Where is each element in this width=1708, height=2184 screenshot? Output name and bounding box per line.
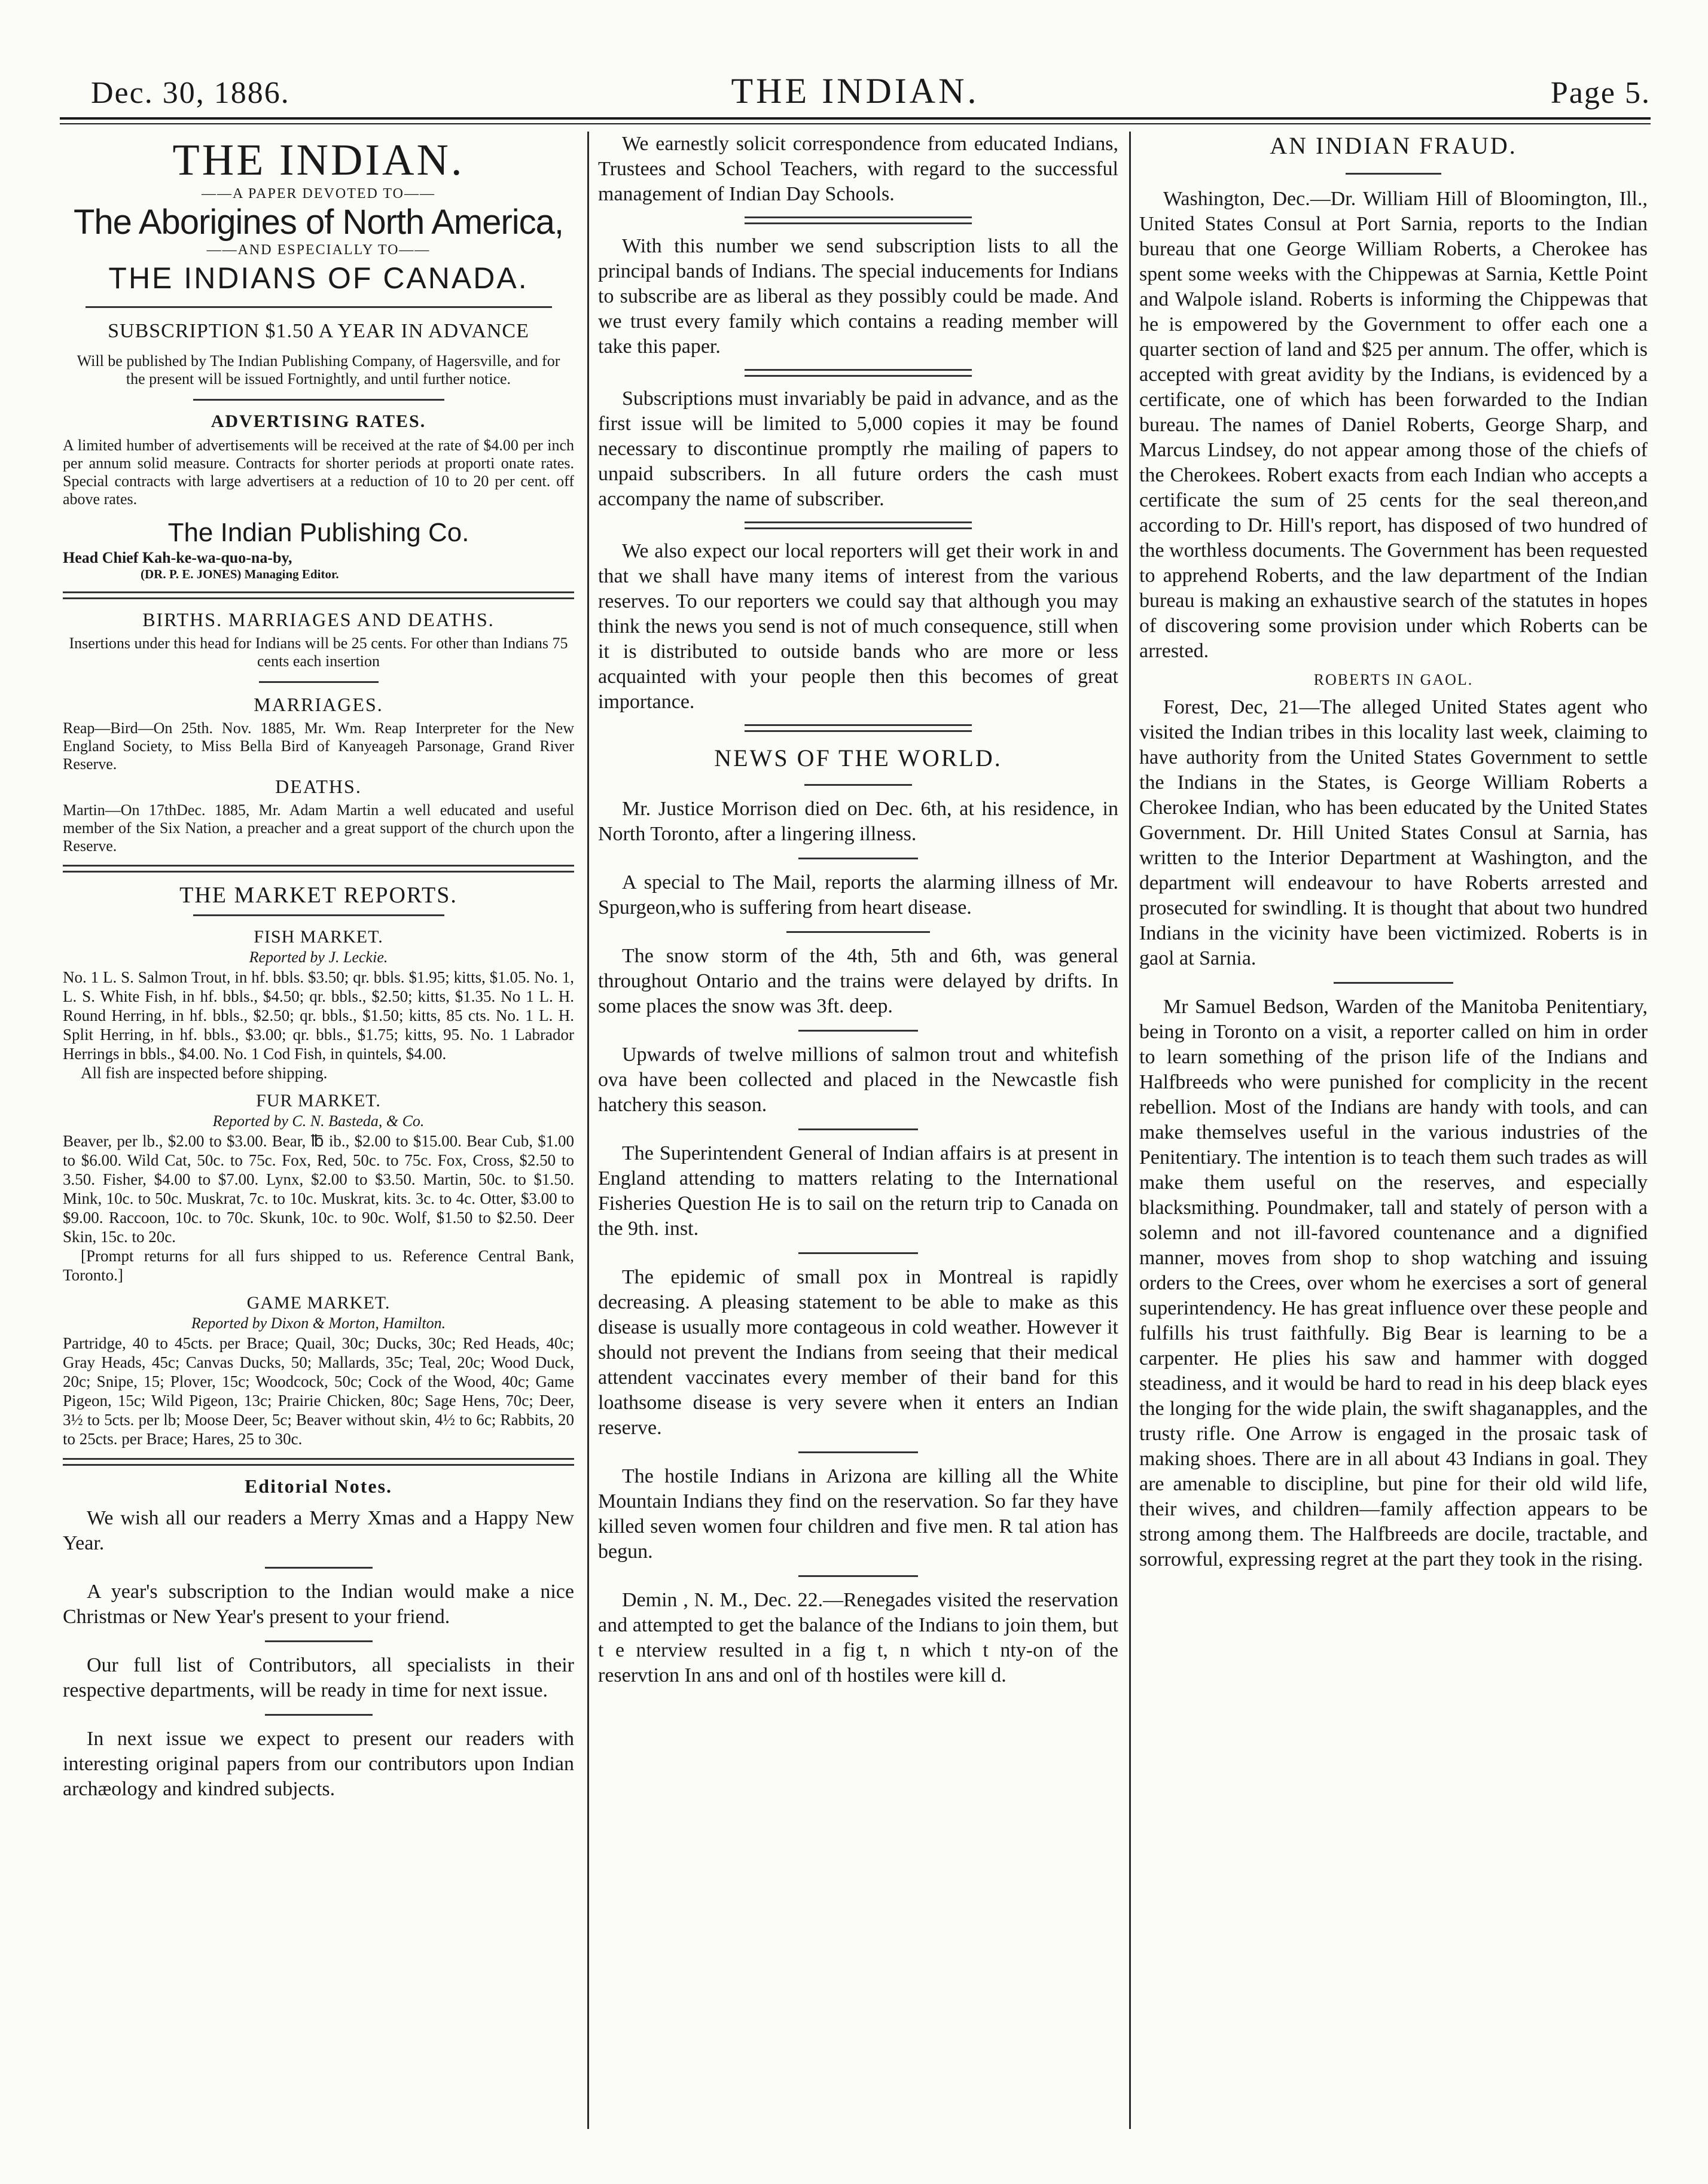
column-middle [598, 132, 1118, 1688]
divider [259, 681, 379, 683]
divider [265, 1714, 373, 1716]
publish-note: Will be published by The Indian Publishing Company, of Hagersville, and for the present will be issued Fortnightly, and until further notice. [77, 352, 560, 388]
bmd-text: Insertions under this head for Indians will be 25 cents. For other than Indians 75 cents each insertion [69, 635, 568, 670]
fish-note: All fish are inspected before shipping. [81, 1064, 328, 1082]
column-left [63, 132, 574, 1802]
double-divider [63, 865, 574, 873]
divider [798, 1030, 918, 1032]
news-item-3: The snow storm of the 4th, 5th and 6th, was general throughout Ontario and the trains were delayed by drifts. In some places the snow was 3ft. deep. [598, 945, 1118, 1017]
double-divider [63, 591, 574, 599]
game-market-heading: GAME MARKET. [246, 1293, 391, 1313]
divider [86, 306, 552, 308]
column-rule-2 [1129, 132, 1131, 2129]
indians-canada-heading: THE INDIANS OF CANADA. [108, 261, 529, 295]
game-prices: Partridge, 40 to 45cts. per Brace; Quail, 30c; Ducks, 30c; Red Heads, 40c; Gray Heads, 45c; Canvas Ducks, 50; Mallards, 35c; Teal, 20c; Wood Duck, 20c; Snipe, 15; Plover, 15c; Woodcock, 50c; Cock of the Wood, 40c; Game Pigeon, 15c; Wild Pigeon, 13c; Prairie Chicken, 80c; Sage Hens, 70c; Deer, 3½ to 5cts. per lb; Moose Deer, 5c; Beaver without skin, 4½ to 6c; Rabbits, 20 to 25cts. per Brace; Hares, 25 to 30c. [63, 1334, 574, 1448]
header-rule-thin [60, 123, 1651, 124]
divider [798, 1252, 918, 1254]
news-item-2: A special to The Mail, reports the alarming illness of Mr. Spurgeon,who is suffering from heart disease. [598, 871, 1118, 919]
divider [798, 1575, 918, 1577]
divider [786, 931, 930, 933]
column-right [1139, 132, 1648, 1572]
editorial-note-4: In next issue we expect to present our readers with interesting original papers from our contributors upon Indian archæology and kindred subjects. [63, 1728, 574, 1800]
marriages-heading: MARRIAGES. [254, 694, 383, 715]
fur-reporter: Reported by C. N. Basteda, & Co. [212, 1112, 425, 1130]
paragraph-subscriptions: Subscriptions must invariably be paid in advance, and as the first issue will be limited to 5,000 copies it may be found necessary to discontinue promptly rhe mailing of papers to unpaid subscribers. In all future orders the cash must accompany the name of subscriber. [598, 388, 1118, 510]
marriage-notice: Reap—Bird—On 25th. Nov. 1885, Mr. Wm. Reap Interpreter for the New England Society, to Miss Bella Bird of Kanyeageh Parsonage, Grand River Reserve. [63, 719, 574, 773]
issue-date: Dec. 30, 1886. [91, 76, 290, 110]
paragraph-correspondence: We earnestly solicit correspondence from educated Indians, Trustees and School Teachers, with regard to the successful management of Indian Day Schools. [598, 133, 1118, 205]
news-item-1: Mr. Justice Morrison died on Dec. 6th, at his residence, in North Toronto, after a lingering illness. [598, 798, 1118, 845]
aborigines-heading: The Aborigines of North America, [73, 203, 564, 242]
editorial-note-3: Our full list of Contributors, all specialists in their respective departments, will be ready in time for next issue. [63, 1654, 574, 1701]
editor-line: Head Chief Kah-ke-wa-quo-na-by, [63, 549, 292, 566]
fur-market-heading: FUR MARKET. [256, 1091, 381, 1111]
paper-title: THE INDIAN. [172, 136, 465, 185]
divider [798, 1451, 918, 1453]
paragraph-reporters: We also expect our local reporters will get their work in and that we shall have many items of interest from the various reserves. To our reporters we could say that although you may think the news you send is not of much consequence, still when it is distributed to outside bands who are more or less acquainted with your people then this becomes of great importance. [598, 540, 1118, 713]
divider [804, 784, 912, 786]
news-item-5: The Superintendent General of Indian affairs is at present in England attending to matters relating to the International Fisheries Question He is to sail on the return trip to Canada on the 9th. inst. [598, 1142, 1118, 1240]
news-item-4: Upwards of twelve millions of salmon trout and whitefish ova have been collected and placed in the Newcastle fish hatchery this season. [598, 1044, 1118, 1116]
paragraph-subscription-lists: With this number we send subscription lists to all the principal bands of Indians. The special inducements for Indians to subscribe are as liberal as they possibly could be made. And we trust every family which contains a reading member will take this paper. [598, 235, 1118, 358]
column-rule-1 [587, 132, 589, 2129]
divider [798, 1128, 918, 1130]
market-reports-heading: THE MARKET REPORTS. [179, 883, 458, 908]
divider [1346, 173, 1441, 175]
page-number: Page 5. [1550, 76, 1651, 110]
header-rule [60, 117, 1651, 120]
fraud-heading: AN INDIAN FRAUD. [1270, 132, 1517, 159]
devoted-line: ——A PAPER DEVOTED TO—— [202, 186, 435, 202]
divider [193, 914, 444, 916]
penitentiary-article: Mr Samuel Bedson, Warden of the Manitoba Penitentiary, being in Toronto on a visit, a reporter called on him in order to learn something of the prison life of the Indians and Halfbreeds who were punished for complicity in the recent rebellion. Most of the Indians are handy with tools, and can make themselves useful in the various industries of the Penitentiary. The intention is to teach them such trades as will make them useful on the reserves, and especially blacksmithing. Poundmaker, tall and stately of person with a solemn and not ill-favored countenance and a dignified manner, moves from shop to shop watching and issuing orders to the Crees, over whom he exercises a sort of general superintendency. He has great influence over these people and fulfills his trust faithfully. Big Bear is learning to be a carpenter. He plies his saw and hammer with dogged steadiness, and it would be hard to read in his deep black eyes the longing for the wide plain, the swift shaganapples, and the trusty rifle. One Arrow is engaged in the prosaic task of making shoes. There are in all about 43 Indians in goal. They are amenable to discipline, but pine for their old wild life, their wives, and children—family affection appears to be strong among them. The Halfbreeds are docile, tractable, and sorrowful, expressing regret at the part they took in the rising. [1139, 996, 1648, 1570]
gaol-article: Forest, Dec, 21—The alleged United States agent who visited the Indian tribes in this locality last week, claiming to have authority from the United States Government to settle the Indians in the States, is George William Roberts a Cherokee Indian, who has been educated by the United States Government. Dr. Hill United States Consul at Sarnia, has written to the Interior Department at Washington, and the department will endeavour to have Roberts arrested and prosecuted for swindling. It is thought that about two hundred Indians in the vicinity have been victimized. Roberts is in gaol at Sarnia. [1139, 696, 1648, 969]
editorial-notes-heading: Editorial Notes. [244, 1475, 393, 1497]
especially-line: ——AND ESPECIALLY TO—— [206, 242, 431, 258]
page-header [60, 71, 1651, 118]
divider [798, 858, 918, 859]
bmd-heading: BIRTHS. MARRIAGES AND DEATHS. [142, 609, 495, 630]
divider [1334, 982, 1453, 984]
fur-prices: Beaver, per lb., $2.00 to $3.00. Bear, ℔ ib., $2.00 to $15.00. Bear Cub, $1.00 to $6.00. Wild Cat, 50c. to 75c. Fox, Red, 50c. to 75c. Fox, Cross, $2.50 to 3.50. Fisher, $4.00 to $7.00. Lynx, $2.00 to $3.50. Martin, 50c. to $1.50. Mink, 10c. to 50c. Muskrat, 7c. to 10c. Muskrat, kits. 3c. to 4c. Otter, $3.00 to $9.00. Raccoon, 10c. to 70c. Skunk, 10c. to 90c. Wolf, $1.50 to $2.50. Deer Skin, 15c. to 20c. [63, 1132, 574, 1246]
subscription-line: SUBSCRIPTION $1.50 A YEAR IN ADVANCE [108, 320, 529, 342]
double-divider [745, 216, 972, 224]
fish-market-heading: FISH MARKET. [254, 927, 383, 947]
double-divider [745, 521, 972, 529]
gaol-heading: ROBERTS IN GAOL. [1313, 671, 1474, 688]
publisher-name: The Indian Publishing Co. [167, 518, 469, 547]
double-divider [745, 369, 972, 377]
editorial-note-1: We wish all our readers a Merry Xmas and a Happy New Year. [63, 1507, 574, 1554]
advertising-text: A limited humber of advertisements will be received at the rate of $4.00 per inch per annum solid measure. Contracts for shorter periods at proporti onate rates. Special contracts with large advertisers at a reduction of 10 to 20 per cent. off above rates. [63, 437, 574, 508]
divider [265, 1567, 373, 1569]
masthead: THE INDIAN. [731, 71, 980, 111]
deaths-heading: DEATHS. [275, 776, 362, 797]
editor-subline: (DR. P. E. JONES) Managing Editor. [141, 567, 339, 581]
news-item-6: The epidemic of small pox in Montreal is rapidly decreasing. A pleasing statement to be able to make as this disease is usually more contageous in cold weather. However it should not prevent the Indians from seeing that their medical attendent vaccinates every member of their band for this loathsome disease is very severe when it enters an Indian reserve. [598, 1266, 1118, 1439]
news-heading: NEWS OF THE WORLD. [714, 745, 1002, 771]
fish-prices: No. 1 L. S. Salmon Trout, in hf. bbls. $3.50; qr. bbls. $1.95; kitts, $1.05. No. 1, L. S. White Fish, in hf. bbls., $4.50; qr. bbls., $2.50; kitts, $1.35. No 1 L. H. Round Herring, in hf. bbls., $2.50; qr. bbls., $1.50; kitts, 85 cts. No. 1 L. H. Split Herring, in hf. bbls., $3.00; qr. bbls., $1.75; kitts, 95. No. 1 Labrador Herrings in bbls., $4.00. No. 1 Cod Fish, in quintels, $4.00. [63, 968, 574, 1063]
news-item-7: The hostile Indians in Arizona are killing all the White Mountain Indians they find on the reservation. So far they have killed seven women four children and five men. R tal ation has begun. [598, 1465, 1118, 1563]
game-reporter: Reported by Dixon & Morton, Hamilton. [191, 1314, 446, 1332]
death-notice: Martin—On 17thDec. 1885, Mr. Adam Martin a well educated and useful member of the Six Nation, a preacher and a great support of the church upon the Reserve. [63, 801, 574, 855]
news-item-8: Demin , N. M., Dec. 22.—Renegades visited the reservation and attempted to get the balance of the Indians to join them, but t e nterview resulted in a fig t, n which t nty-on of the reservtion In ans and onl of th hostiles were kill d. [598, 1589, 1118, 1686]
double-divider [745, 724, 972, 732]
fish-reporter: Reported by J. Leckie. [249, 948, 388, 966]
advertising-heading: ADVERTISING RATES. [211, 411, 426, 431]
double-divider [63, 1458, 574, 1466]
divider [265, 1640, 373, 1642]
fraud-article: Washington, Dec.—Dr. William Hill of Bloomington, Ill., United States Consul at Port Sarnia, reports to the Indian bureau that one George William Roberts, a Cherokee has spent some weeks with the Chippewas at Sarnia, Kettle Point and Walpole island. Roberts is informing the Chippewas that he is empowered by the Government to offer each one a quarter section of land and $25 per annum. The offer, which is accepted with great avidity by the Indians, is evidenced by a certificate, one of which has been forwarded to the Indian bureau. The names of Daniel Roberts, George Sharp, and Marcus Lindsey, do not appear among those of the chiefs of the Cherokees. Robert exacts from each Indian who accepts a certificate the sum of 25 cents for the seal thereon,and according to Dr. Hill's report, has disposed of two hundred of the worthless documents. The Government has been requested to apprehend Roberts, and the law department of the Indian bureau is making an exhaustive search of the statutes in hopes of discovering some provision under which Roberts can be arrested. [1139, 188, 1648, 662]
editorial-note-2: A year's subscription to the Indian would make a nice Christmas or New Year's present to your friend. [63, 1581, 574, 1628]
fur-note: [Prompt returns for all furs shipped to us. Reference Central Bank, Toronto.] [63, 1247, 574, 1284]
divider [193, 399, 444, 401]
